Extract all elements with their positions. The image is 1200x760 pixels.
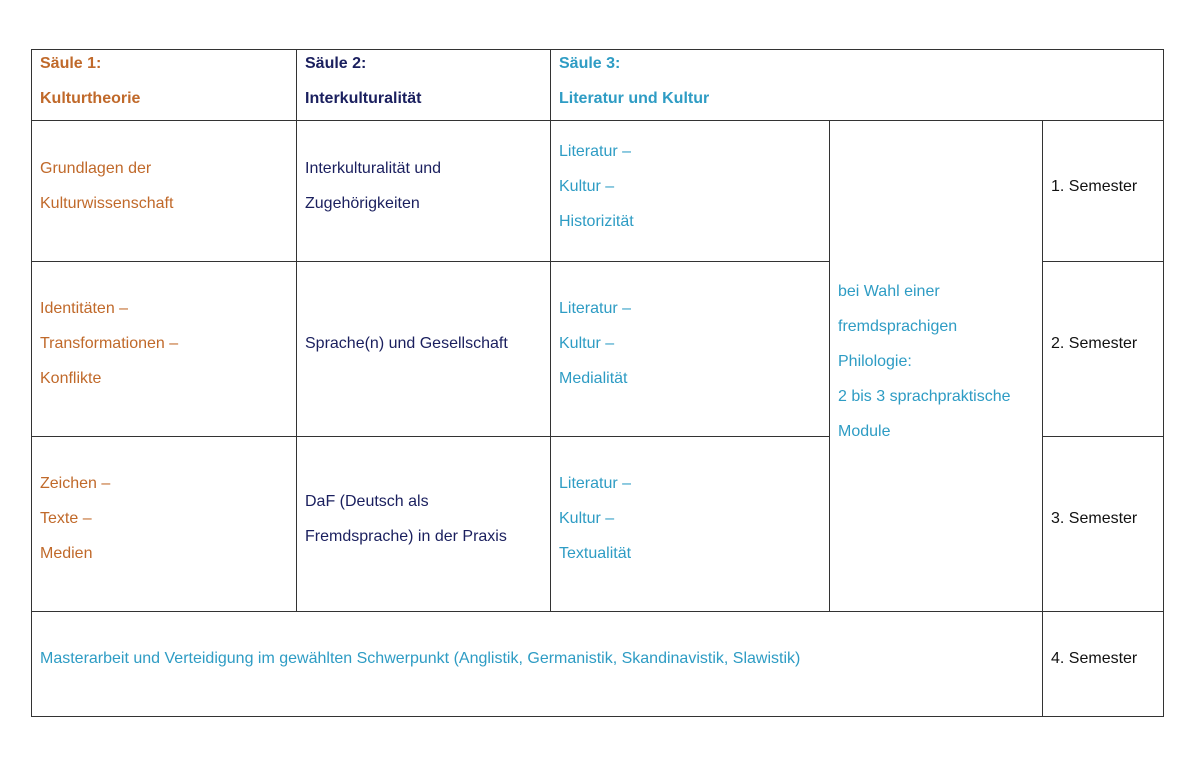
language-modules-cell — [829, 120, 1043, 612]
row-2-pillar-2-line-1: Sprache(n) und Gesellschaft — [305, 335, 508, 352]
row-2-pillar-3-line-3: Medialität — [559, 370, 628, 387]
language-modules-line-2: fremdsprachigen — [838, 318, 958, 335]
row-1-pillar-1 — [31, 120, 297, 262]
row-3-pillar-2-line-1: DaF (Deutsch als — [305, 493, 429, 510]
row-2-pillar-1-line-3: Konflikte — [40, 370, 102, 387]
row-1-pillar-1-line-1: Grundlagen der — [40, 160, 152, 177]
pillar-3-number: Säule 3: — [559, 55, 621, 72]
language-modules-line-4: 2 bis 3 sprachpraktische — [838, 388, 1011, 405]
language-modules-line-5: Module — [838, 423, 891, 440]
row-3-pillar-3-line-3: Textualität — [559, 545, 632, 562]
pillar-2-number: Säule 2: — [305, 55, 367, 72]
row-1-pillar-2-line-2: Zugehörigkeiten — [305, 195, 420, 212]
row-1-pillar-3-line-2: Kultur – — [559, 178, 615, 195]
semester-2-label: 2. Semester — [1051, 335, 1138, 352]
language-modules-line-1: bei Wahl einer — [838, 283, 940, 300]
row-1-pillar-3-line-3: Historizität — [559, 213, 634, 230]
row-4-semester — [1042, 611, 1164, 717]
semester-4-label: 4. Semester — [1051, 650, 1138, 667]
pillar-3-title: Literatur und Kultur — [559, 90, 710, 107]
row-3-pillar-1-line-1: Zeichen – — [40, 475, 111, 492]
row-3-pillar-2-line-2: Fremdsprache) in der Praxis — [305, 528, 507, 545]
row-1-pillar-2 — [296, 120, 551, 262]
header-pillar-3 — [550, 49, 1164, 121]
row-2-pillar-3-line-1: Literatur – — [559, 300, 632, 317]
header-pillar-1 — [31, 49, 297, 121]
row-1-pillar-2-line-1: Interkulturalität und — [305, 160, 442, 177]
row-2-pillar-1-line-2: Transformationen – — [40, 335, 179, 352]
row-2-pillar-1 — [31, 261, 297, 437]
row-3-pillar-2 — [296, 436, 551, 612]
row-3-semester — [1042, 436, 1164, 612]
language-modules-line-3: Philologie: — [838, 353, 912, 370]
row-3-pillar-3-line-2: Kultur – — [559, 510, 615, 527]
pillar-2-title: Interkulturalität — [305, 90, 422, 107]
row-1-semester — [1042, 120, 1164, 262]
row-3-pillar-1-line-2: Texte – — [40, 510, 92, 527]
row-1-pillar-1-line-2: Kulturwissenschaft — [40, 195, 174, 212]
header-pillar-2 — [296, 49, 551, 121]
row-2-semester — [1042, 261, 1164, 437]
pillar-1-number: Säule 1: — [40, 55, 102, 72]
row-3-pillar-3 — [550, 436, 830, 612]
thesis-cell — [31, 611, 1043, 717]
row-3-pillar-1 — [31, 436, 297, 612]
row-2-pillar-3-line-2: Kultur – — [559, 335, 615, 352]
row-1-pillar-3 — [550, 120, 830, 262]
row-3-pillar-1-line-3: Medien — [40, 545, 93, 562]
thesis-text: Masterarbeit und Verteidigung im gewählten Schwerpunkt (Anglistik, Germanistik, Skandinavistik, Slawistik) — [40, 650, 801, 667]
row-3-pillar-3-line-1: Literatur – — [559, 475, 632, 492]
row-1-pillar-3-line-1: Literatur – — [559, 143, 632, 160]
row-2-pillar-2 — [296, 261, 551, 437]
row-2-pillar-1-line-1: Identitäten – — [40, 300, 129, 317]
semester-3-label: 3. Semester — [1051, 510, 1138, 527]
row-2-pillar-3 — [550, 261, 830, 437]
semester-1-label: 1. Semester — [1051, 178, 1138, 195]
pillar-1-title: Kulturtheorie — [40, 90, 141, 107]
